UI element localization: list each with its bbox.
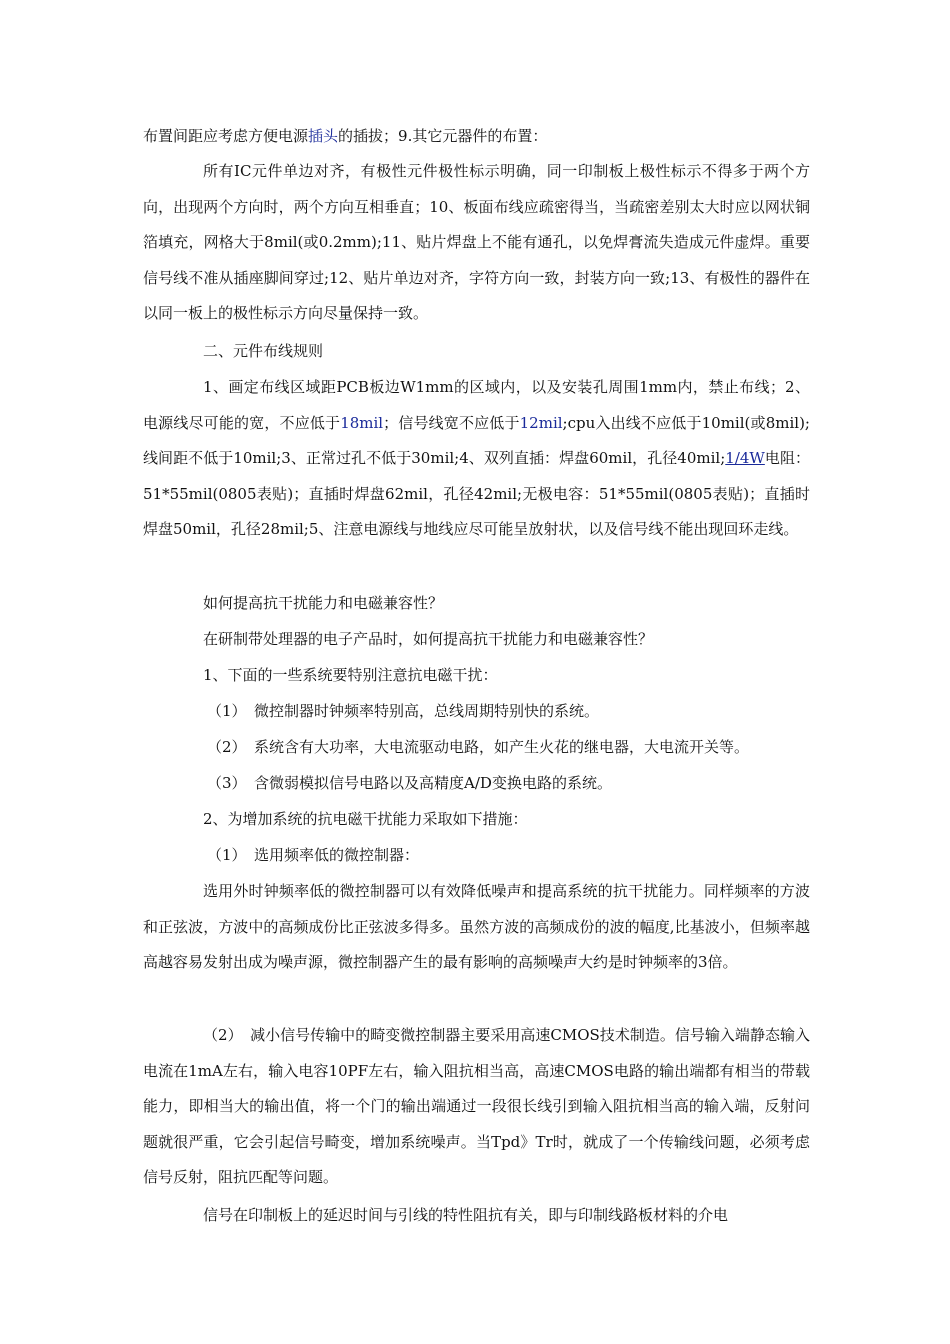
paragraph-component-placement: 布置间距应考虑方便电源插头的插拔；9.其它元器件的布置：	[143, 127, 548, 145]
heading-emc: 如何提高抗干扰能力和电磁兼容性？	[203, 594, 444, 612]
18mil-link[interactable]: 18mil	[340, 413, 384, 432]
list-title-measures: 2、为增加系统的抗电磁干扰能力采取如下措施：	[203, 810, 528, 828]
paragraph-signal-delay: 信号在印制板上的延迟时间与引线的特性阻抗有关，即与印制线路板材料的介电	[203, 1206, 729, 1224]
paragraph-emc-question: 在研制带处理器的电子产品时，如何提高抗干扰能力和电磁兼容性？	[203, 630, 654, 648]
list-title-systems: 1、下面的一些系统要特别注意抗电磁干扰：	[203, 666, 498, 684]
list-item-2: （2） 系统含有大功率，大电流驱动电路，如产生火花的继电器，大电流开关等。	[207, 738, 750, 756]
paragraph-signal-distortion: （2） 减小信号传输中的畸变微控制器主要采用高速CMOS技术制造。信号输入端静态输入电流在1mA左右，输入电容10PF左右，输入阻抗相当高，高速CMOS电路的输出端都有相当的带载能力，即相当大的输出值，将一个门的输出端通过一段很长线引到输入阻抗相当高的输入端，反射问题就很严重，它会引起信号畸变，增加系统噪声。当Tpd》Tr时，就成了一个传输线问题，必须考虑信号反射，阻抗匹配等问题。	[143, 1026, 810, 1187]
section-heading-routing-rules: 二、元件布线规则	[203, 342, 324, 360]
quarter-watt-link[interactable]: 1/4W	[725, 449, 765, 468]
list-item-3: （3） 含微弱模拟信号电路以及高精度A/D变换电路的系统。	[207, 774, 612, 792]
paragraph-layout-rules: 所有IC元件单边对齐，有极性元件极性标示明确，同一印制板上极性标示不得多于两个方向，出现两个方向时，两个方向互相垂直；10、板面布线应疏密得当，当疏密差别太大时应以网状铜箔填充，网格大于8mil(或0.2mm);11、贴片焊盘上不能有通孔，以免焊膏流失造成元件虚焊。重要信号线不准从插座脚间穿过;12、贴片单边对齐，字符方向一致，封装方向一致;13、有极性的器件在以同一板上的极性标示方向尽量保持一致。	[143, 162, 810, 323]
list-item-1: （1） 微控制器时钟频率特别高，总线周期特别快的系统。	[207, 702, 600, 720]
12mil-link[interactable]: 12mil	[519, 413, 563, 432]
paragraph-low-frequency: 选用外时钟频率低的微控制器可以有效降低噪声和提高系统的抗干扰能力。同样频率的方波和正弦波，方波中的高频成份比正弦波多得多。虽然方波的高频成份的波的幅度,比基波小，但频率越高越容易发射出成为噪声源，微控制器产生的最有影响的高频噪声大约是时钟频率的3倍。	[143, 882, 810, 972]
measure-item-1: （1） 选用频率低的微控制器：	[207, 846, 420, 864]
paragraph-routing-rules: 1、画定布线区域距PCB板边W1mm的区域内，以及安装孔周围1mm内，禁止布线；2、电源线尽可能的宽，不应低于18mil；信号线宽不应低于12mil;cpu入出线不应低于10mil(或8mil);线间距不低于10mil;3、正常过孔不低于30mil;4、双列直插：焊盘60mil，孔径40mil;1/4W电阻：51*55mil(0805表贴)；直插时焊盘62mil，孔径42mil;无极电容：51*55mil(0805表贴)；直插时焊盘50mil，孔径28mil;5、注意电源线与地线应尽可能呈放射状，以及信号线不能出现回环走线。	[143, 378, 810, 539]
plug-link[interactable]: 插头	[308, 127, 339, 145]
